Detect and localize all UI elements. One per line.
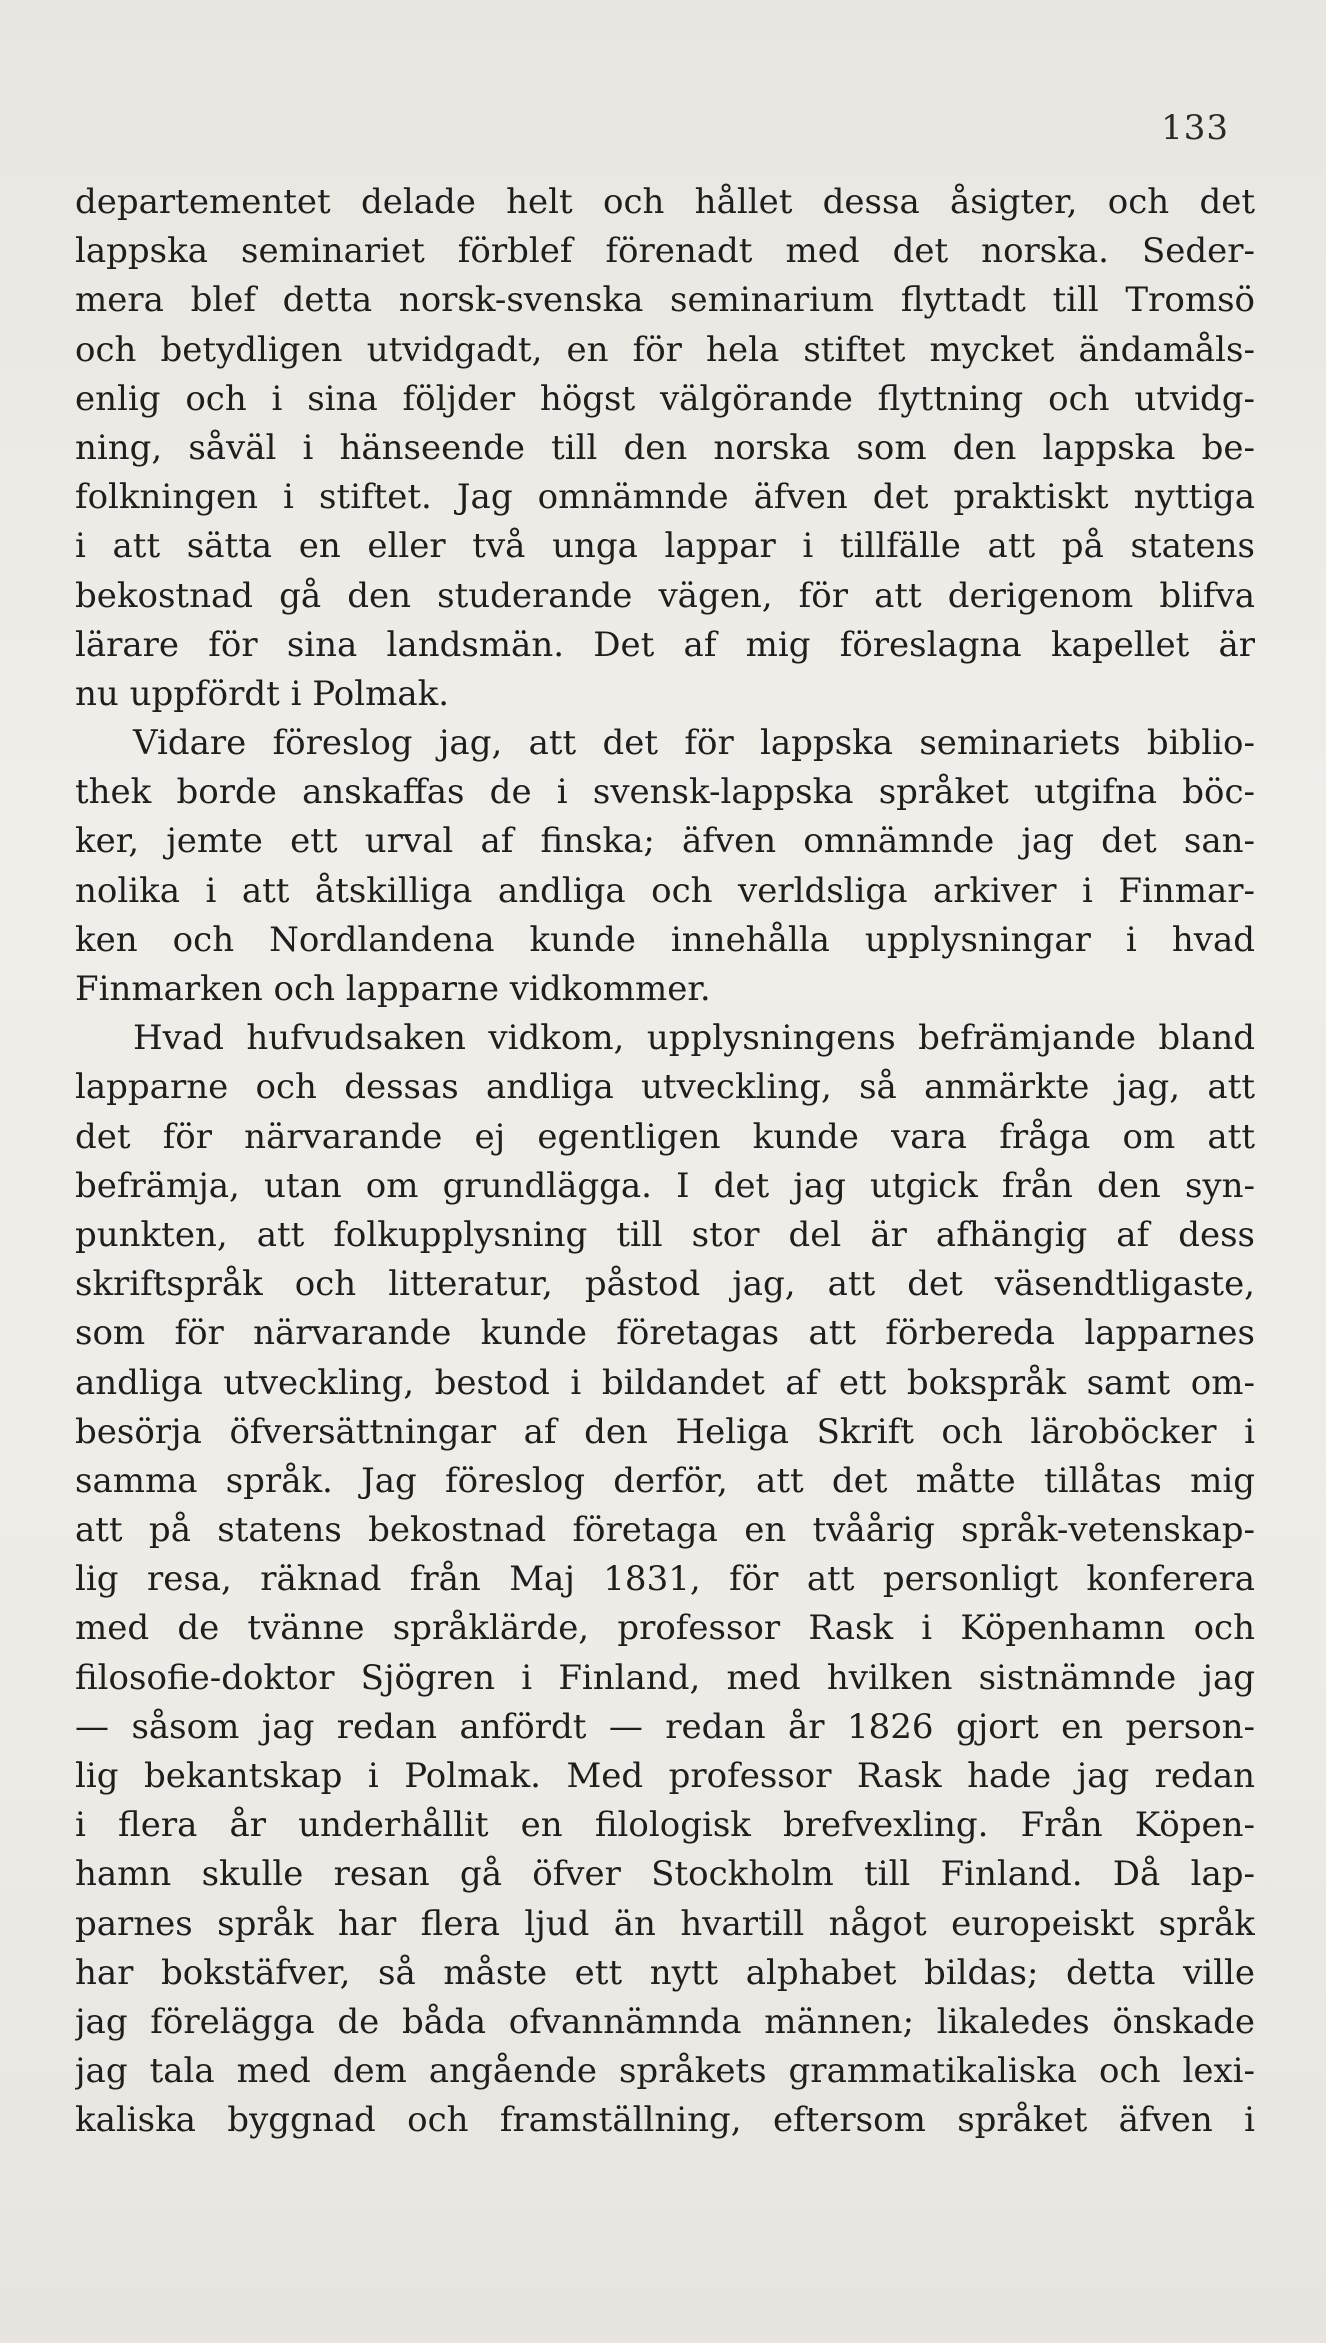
text-line: lapparne och dessas andliga utveckling, så anmärkte jag, att bbox=[75, 1067, 1255, 1108]
text-line: thek borde anskaffas de i svensk-lappska språket utgifna böc- bbox=[75, 772, 1255, 813]
text-line: Vidare föreslog jag, att det för lappska seminariets biblio- bbox=[133, 723, 1255, 764]
text-line: enlig och i sina följder högst välgörande flyttning och utvidg- bbox=[75, 378, 1255, 419]
text-line: — såsom jag redan anfördt — redan år 1826 gjort en person- bbox=[75, 1706, 1255, 1747]
text-line: samma språk. Jag föreslog derför, att det måtte tillåtas mig bbox=[75, 1460, 1255, 1501]
text-line: ken och Nordlandena kunde innehålla upplysningar i hvad bbox=[75, 919, 1255, 960]
body-text bbox=[75, 178, 1255, 2146]
text-line: parnes språk har flera ljud än hvartill något europeiskt språk bbox=[75, 1903, 1255, 1944]
text-line: skriftspråk och litteratur, påstod jag, att det väsendtligaste, bbox=[75, 1264, 1255, 1305]
text-line: med de tvänne språklärde, professor Rask i Köpenhamn och bbox=[75, 1608, 1255, 1649]
text-line: lappska seminariet förblef förenadt med det norska. Seder- bbox=[75, 231, 1255, 272]
text-line: har bokstäfver, så måste ett nytt alphabet bildas; detta ville bbox=[75, 1952, 1255, 1993]
text-line: jag tala med dem angående språkets grammatikaliska och lexi- bbox=[75, 2051, 1255, 2092]
text-line: Finmarken och lapparne vidkommer. bbox=[75, 969, 711, 1009]
text-line: bekostnad gå den studerande vägen, för att derigenom blifva bbox=[75, 575, 1255, 616]
text-line: filosofie-doktor Sjögren i Finland, med hvilken sistnämnde jag bbox=[75, 1657, 1255, 1698]
text-line: hamn skulle resan gå öfver Stockholm till Finland. Då lap- bbox=[75, 1854, 1255, 1895]
text-line: lig resa, räknad från Maj 1831, för att personligt konferera bbox=[75, 1559, 1255, 1600]
text-line: lärare för sina landsmän. Det af mig föreslagna kapellet är bbox=[75, 624, 1255, 665]
text-line: besörja öfversättningar af den Heliga Skrift och läroböcker i bbox=[75, 1411, 1255, 1452]
text-line: att på statens bekostnad företaga en tvåårig språk-vetenskap- bbox=[75, 1510, 1255, 1551]
text-line: befrämja, utan om grundlägga. I det jag utgick från den syn- bbox=[75, 1165, 1255, 1206]
text-line: punkten, att folkupplysning till stor del är afhängig af dess bbox=[75, 1214, 1255, 1255]
text-line: andliga utveckling, bestod i bildandet af ett bokspråk samt om- bbox=[75, 1362, 1255, 1403]
text-line: nu uppfördt i Polmak. bbox=[75, 673, 450, 714]
text-line: ker, jemte ett urval af finska; äfven omnämnde jag det san- bbox=[75, 821, 1255, 862]
text-line: som för närvarande kunde företagas att förbereda lapparnes bbox=[75, 1313, 1255, 1354]
text-line: lig bekantskap i Polmak. Med professor Rask hade jag redan bbox=[75, 1756, 1255, 1796]
page-number: 133 bbox=[1161, 108, 1229, 148]
text-line: jag förelägga de båda ofvannämnda männen; likaledes önskade bbox=[75, 2001, 1255, 2042]
text-line: i flera år underhållit en filologisk brefvexling. Från Köpen- bbox=[75, 1805, 1255, 1846]
text-line: och betydligen utvidgadt, en för hela stiftet mycket ändamåls- bbox=[75, 329, 1255, 370]
text-line: i att sätta en eller två unga lappar i tillfälle att på statens bbox=[75, 526, 1255, 567]
text-line: nolika i att åtskilliga andliga och verldsliga arkiver i Finmar- bbox=[75, 870, 1255, 911]
text-line: departementet delade helt och hållet dessa åsigter, och det bbox=[75, 182, 1255, 222]
text-line: folkningen i stiftet. Jag omnämnde äfven det praktiskt nyttiga bbox=[75, 477, 1255, 518]
text-line: ning, såväl i hänseende till den norska som den lappska be- bbox=[75, 427, 1255, 468]
text-line: mera blef detta norsk-svenska seminarium flyttadt till Tromsö bbox=[75, 280, 1255, 321]
text-line: Hvad hufvudsaken vidkom, upplysningens befrämjande bland bbox=[133, 1018, 1255, 1059]
text-line: det för närvarande ej egentligen kunde vara fråga om att bbox=[75, 1116, 1255, 1157]
text-line: kaliska byggnad och framställning, eftersom språket äfven i bbox=[75, 2100, 1255, 2141]
